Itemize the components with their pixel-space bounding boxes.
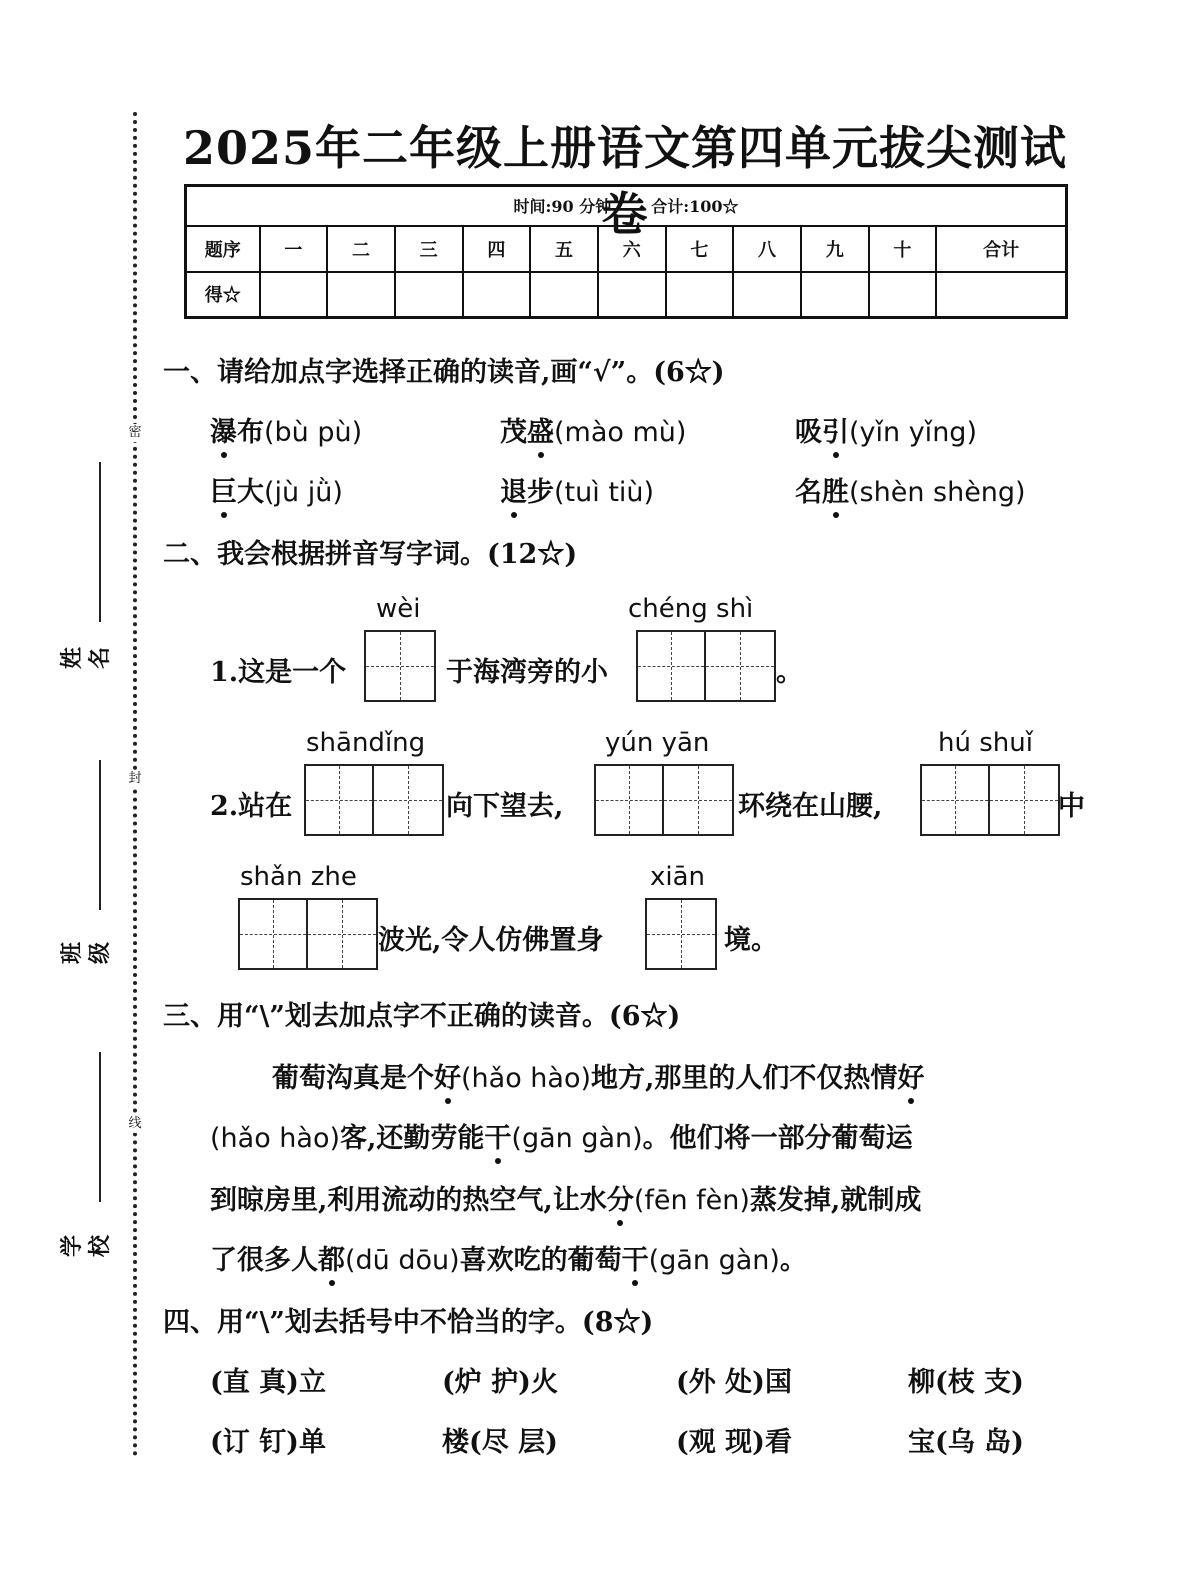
col-header: 六 [598,226,666,272]
score-cell[interactable] [598,272,666,318]
pinyin-xian: xiān [650,862,706,892]
col-header-total: 合计 [936,226,1066,272]
q2-s3-t1: 波光,令人仿佛置身 [378,925,604,956]
margin-mark-xian: 线 [126,1115,144,1133]
pinyin-hushui: hú shuǐ [938,728,1033,758]
col-header: 二 [327,226,395,272]
score-cell[interactable] [327,272,395,318]
q1-heading: 一、请给加点字选择正确的读音,画“√”。(6☆) [163,357,725,388]
q2-s1-mid: 于海湾旁的小 [446,657,608,688]
col-header: 四 [463,226,531,272]
q4-heading: 四、用“\”划去括号中不恰当的字。(8☆) [163,1307,654,1338]
q3-choice-5[interactable]: (dū dōu) [345,1245,460,1276]
q3-choice-6[interactable]: (gān gàn) [648,1245,780,1276]
q1-item-6[interactable]: 名胜(shèn shèng) [795,470,1026,509]
margin-mark-mi: 密 [126,424,144,442]
class-label: 班级 [59,942,113,965]
col-header: 九 [801,226,869,272]
q1-item-4[interactable]: 巨大(jù jǜ) [210,470,343,509]
tian-grid-2[interactable] [636,630,776,702]
tian-grid-5[interactable] [920,764,1060,836]
q4-item[interactable]: (外 处)国 [676,1367,792,1398]
pinyin-shanzhe: shǎn zhe [240,862,357,892]
row-label-score: 得☆ [186,272,260,318]
score-cell[interactable] [733,272,801,318]
q2-heading: 二、我会根据拼音写字词。(12☆) [163,539,578,570]
q4-item[interactable]: (订 钉)单 [210,1427,326,1458]
score-table-header: 时间:90 分钟 合计:100☆ [186,186,1067,226]
tian-grid-4[interactable] [594,764,734,836]
col-header: 七 [666,226,734,272]
q3-heading: 三、用“\”划去加点字不正确的读音。(6☆) [163,1001,681,1032]
q2-s2-t3: 中 [1058,791,1085,822]
q2-s1-end: 。 [776,657,803,688]
score-table [184,184,1068,319]
tian-grid-6[interactable] [238,898,378,970]
row-label-index: 题序 [186,226,260,272]
score-cell[interactable] [260,272,328,318]
name-underline [99,462,101,622]
q1-item-3[interactable]: 吸引(yǐn yǐng) [795,410,977,449]
col-header: 十 [869,226,937,272]
score-cell[interactable] [530,272,598,318]
col-header: 一 [260,226,328,272]
margin-mark-feng: 封 [126,770,144,788]
q4-item[interactable]: (直 真)立 [210,1367,326,1398]
school-label: 学校 [59,1235,113,1258]
pinyin-shanding: shāndǐng [306,728,426,758]
q4-item[interactable]: 楼(尽 层) [442,1427,558,1458]
col-header: 三 [395,226,463,272]
q3-choice-3[interactable]: (gān gàn) [511,1123,643,1154]
score-cell[interactable] [395,272,463,318]
score-cell[interactable] [666,272,734,318]
score-cell-total[interactable] [936,272,1066,318]
q4-item[interactable]: (炉 护)火 [442,1367,558,1398]
q1-item-5[interactable]: 退步(tuì tiù) [500,470,654,509]
q2-s2-t2: 环绕在山腰, [738,791,883,822]
tian-grid-7[interactable] [645,898,717,970]
tian-grid-3[interactable] [304,764,444,836]
school-underline [99,1052,101,1202]
q2-s1-prefix: 1.这是一个 [210,657,347,688]
q1-item-2[interactable]: 茂盛(mào mù) [500,410,686,449]
q2-s2-prefix: 2.站在 [210,791,293,822]
class-underline [99,760,101,910]
q3-choice-4[interactable]: (fēn fèn) [633,1185,750,1216]
pinyin-yunyan: yún yān [605,728,710,758]
q3-line-2: (hǎo hào)客,还勤劳能干(gān gàn)。他们将一部分葡萄运 [210,1116,913,1155]
score-cell[interactable] [463,272,531,318]
tian-grid-1[interactable] [364,630,436,702]
page-title: 2025年二年级上册语文第四单元拔尖测试卷 [182,121,1068,241]
pinyin-wei: wèi [376,594,421,624]
q3-choice-2[interactable]: (hǎo hào) [210,1123,341,1154]
q2-s3-t2: 境。 [724,925,778,956]
q3-line-1: 葡萄沟真是个好(hǎo hào)地方,那里的人们不仅热情好 [272,1056,924,1095]
q3-line-3: 到晾房里,利用流动的热空气,让水分(fēn fèn)蒸发掉,就制成 [210,1178,921,1217]
q1-item-1[interactable]: 瀑布(bù pù) [210,410,362,449]
col-header: 五 [530,226,598,272]
q4-item[interactable]: 柳(枝 支) [908,1367,1024,1398]
q4-item[interactable]: 宝(乌 岛) [908,1427,1024,1458]
pinyin-chengshi: chéng shì [628,594,754,624]
q4-item[interactable]: (观 现)看 [676,1427,792,1458]
q2-s2-t1: 向下望去, [446,791,564,822]
name-label: 姓名 [59,647,113,670]
score-cell[interactable] [801,272,869,318]
score-cell[interactable] [869,272,937,318]
q3-choice-1[interactable]: (hǎo hào) [461,1063,592,1094]
q3-line-4: 了很多人都(dū dōu)喜欢吃的葡萄干(gān gàn)。 [210,1238,807,1277]
col-header: 八 [733,226,801,272]
